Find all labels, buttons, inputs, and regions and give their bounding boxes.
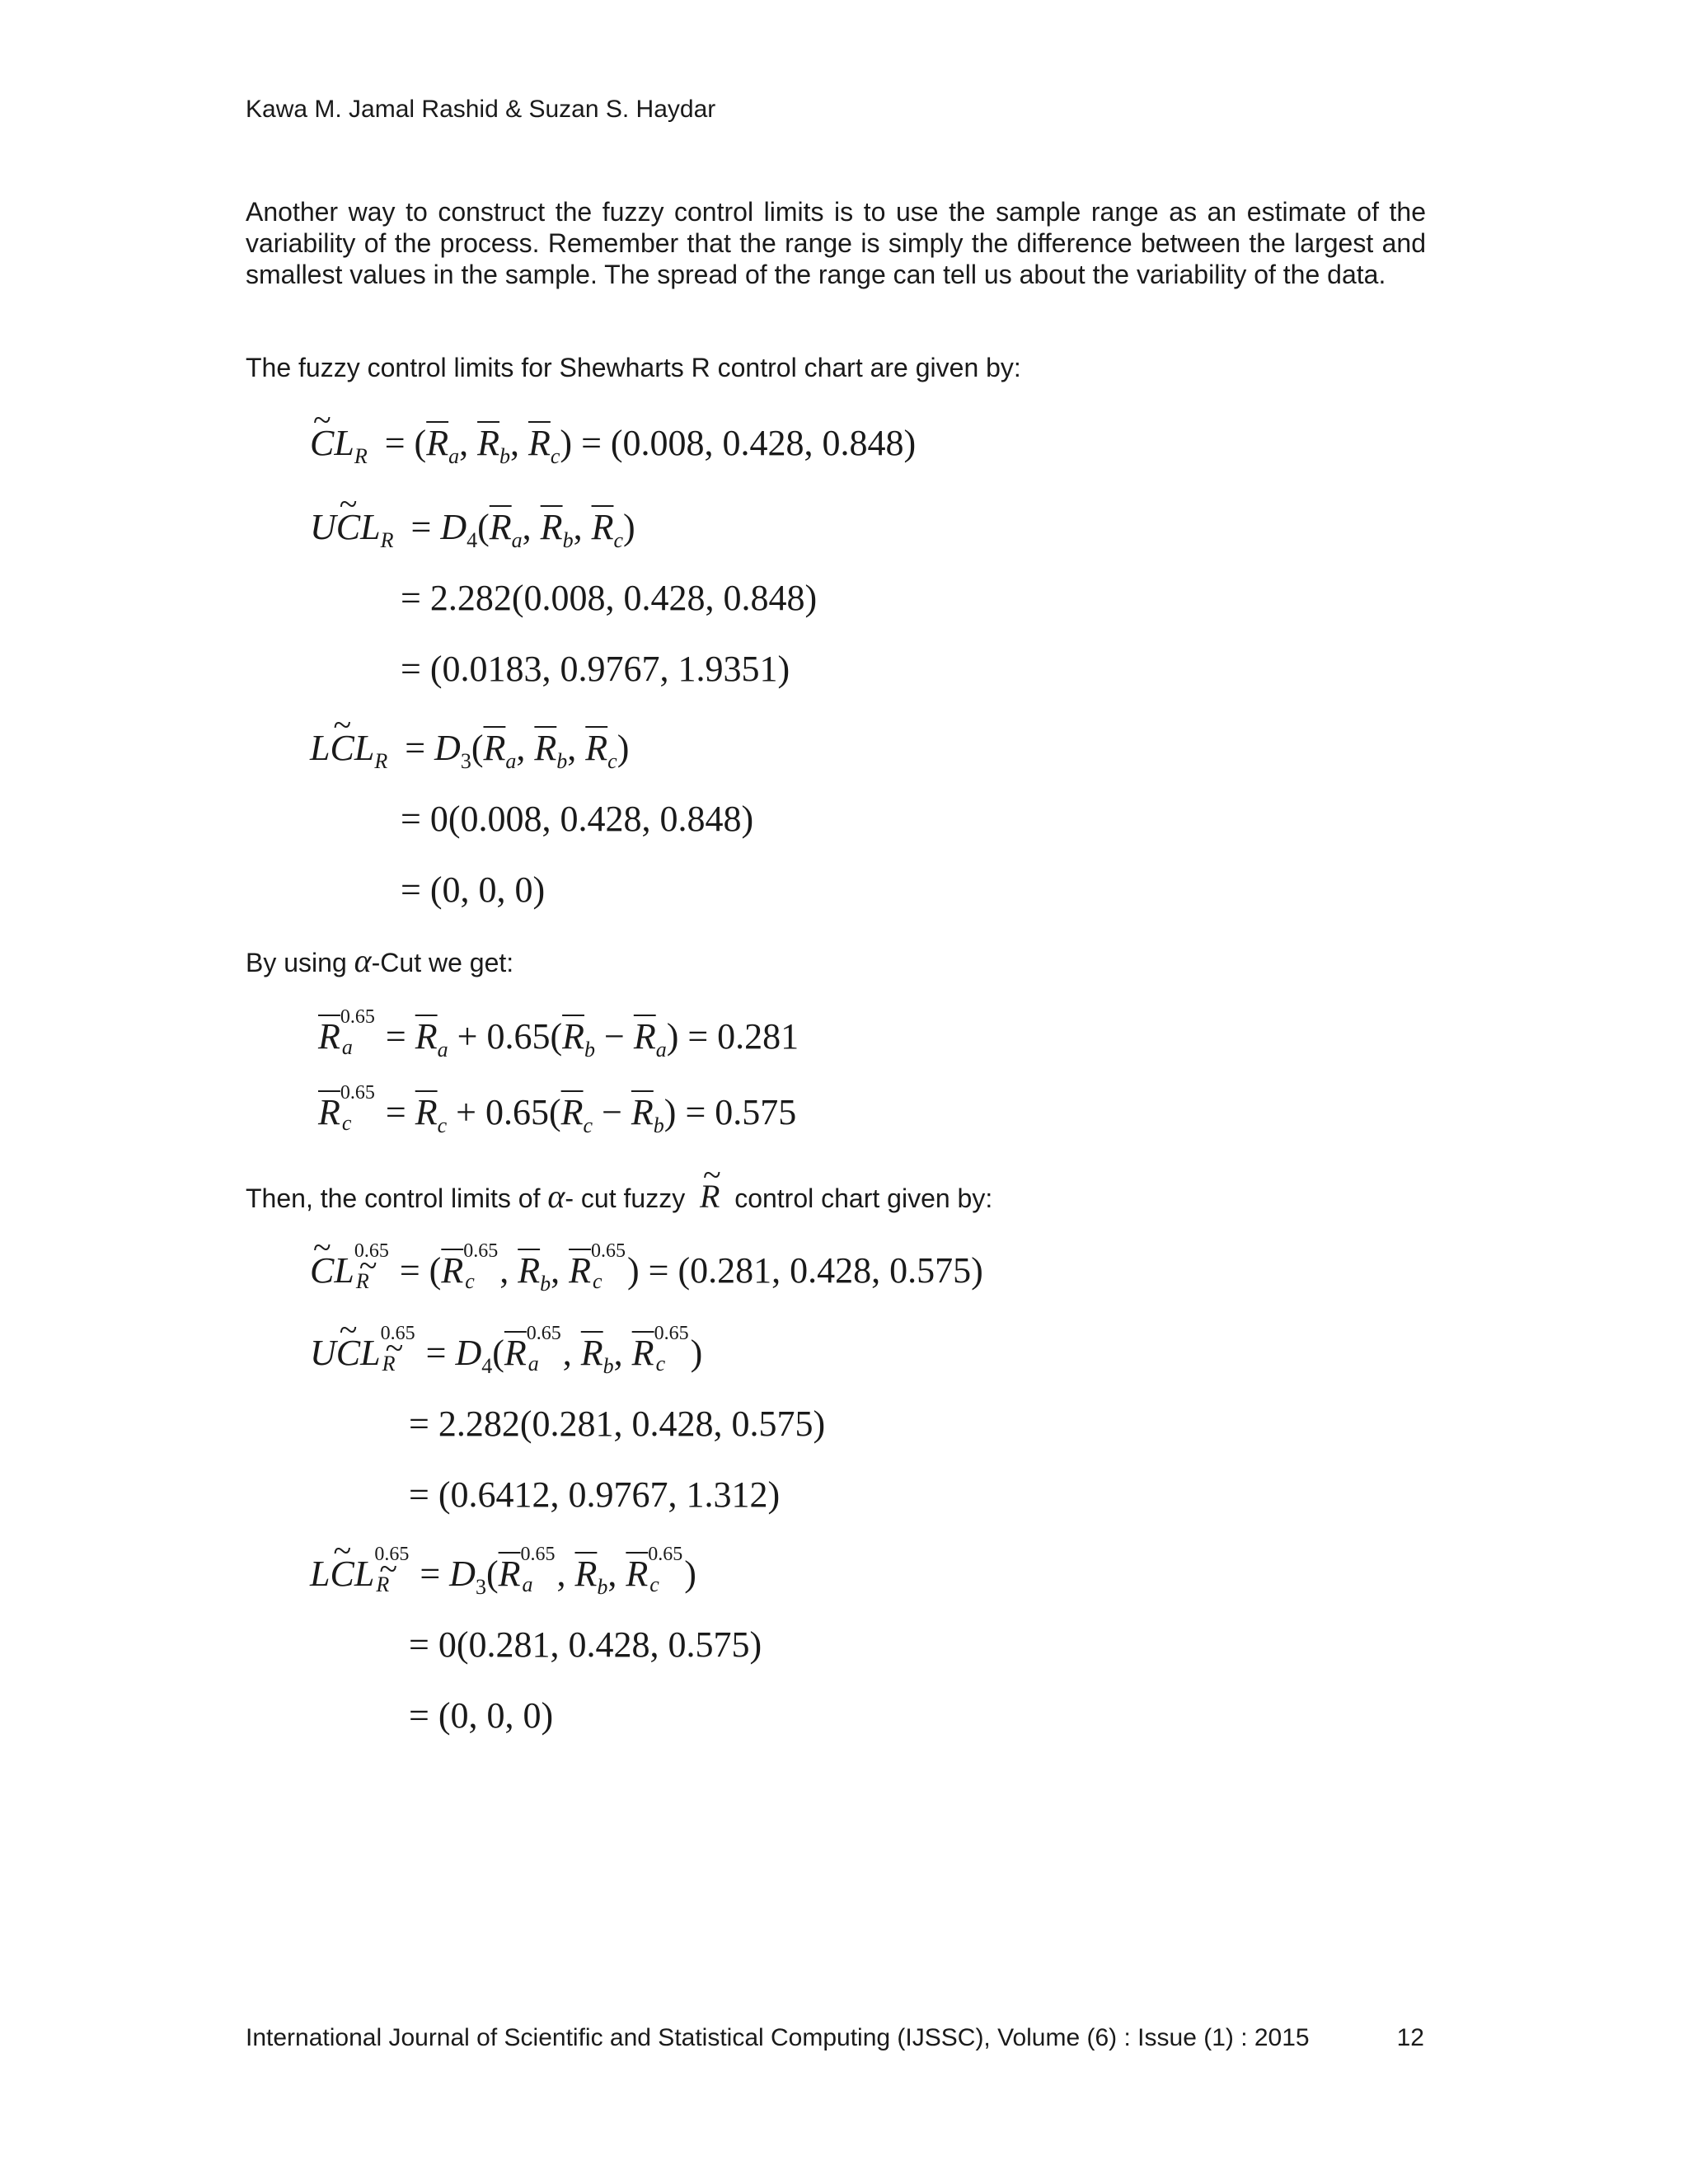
alpha-coefficient: 0.65 — [486, 1016, 551, 1057]
then-line — [246, 1177, 992, 1216]
equation-ra-alpha: $\overline{R}$ 0.65 a = $\overline{R}_a + 0.65(\overline{R}_b - \overline{R}_a) = 0.281$ — [318, 1006, 799, 1062]
ucl-line2-values: 2.282(0.008, 0.428, 0.848) — [429, 578, 818, 618]
cl-alpha-values: (0.281, 0.428, 0.575) — [678, 1250, 983, 1291]
alpha-level: 0.65 — [374, 1544, 410, 1565]
lcl-line2-values: 0(0.008, 0.428, 0.848) — [429, 799, 754, 839]
equation-cl-r: ~ $CL_R = (\overline{R}_a$, $\overline{R}_b$, $\overline{R}_c) = (0.008$, 0.428, 0.848) — [310, 425, 916, 467]
alpha-level: 0.65 — [340, 1006, 375, 1028]
ra-value: 0.281 — [717, 1016, 799, 1057]
equation-ucl-alpha: U~ CL 0.65 ~ R = $D_4(\overline{R}$ 0.65 a , $\overline{R}_b$, $\overline{R}$ 0.65 c ) — [310, 1335, 702, 1377]
alpha-cut-line — [246, 941, 513, 980]
equation-lcl-r-line2: = 0(0.008, 0.428, 0.848) — [401, 799, 754, 839]
equation-lcl-r: L~ $CL_R = D_3(\overline{R}_a$, $\overline{R}_b$, $\overline{R}_c$) — [310, 730, 629, 772]
equation-ucl-r: U~ $CL_R = D_4(\overline{R}_a$, $\overline{R}_b$, $\overline{R}_c$) — [310, 509, 635, 551]
equation-lcl-alpha-line3: = (0, 0, 0) — [409, 1695, 554, 1736]
equation-lcl-r-line3: = (0, 0, 0) — [401, 869, 546, 910]
alpha-level: 0.65 — [380, 1323, 415, 1344]
alpha-level: 0.65 — [463, 1240, 499, 1262]
then-suffix: control chart given by: — [734, 1183, 993, 1213]
alpha-level: 0.65 — [526, 1323, 561, 1344]
alpha-coefficient: 0.65 — [485, 1092, 549, 1132]
equation-lcl-alpha: L~ CL 0.65 ~ R = $D_3(\overline{R}$ 0.65 a , $\overline{R}_b$, $\overline{R}$ 0.65 c ) — [310, 1556, 696, 1598]
intro-paragraph: Another way to construct the fuzzy control limits is to use the sample range as an estimate of the variability of the process. Remember that the range is simply the difference between the largest and smallest values in the sample. The spread of the range can tell us about the variability of the data. — [246, 197, 1426, 289]
page-number: 12 — [1396, 2024, 1424, 2051]
lcl-line3-values: (0, 0, 0) — [429, 869, 546, 910]
limits-intro-text: The fuzzy control limits for Shewharts R control chart are given by: — [246, 353, 1021, 382]
alpha-level: 0.65 — [354, 1240, 389, 1262]
lcl-alpha-line2-values: 0(0.281, 0.428, 0.575) — [438, 1624, 762, 1665]
cl-values: (0.008, 0.428, 0.848) — [610, 423, 917, 463]
alpha-level: 0.65 — [520, 1544, 556, 1565]
rc-value: 0.575 — [715, 1092, 797, 1132]
ucl-line3-values: (0.0183, 0.9767, 1.9351) — [429, 649, 790, 689]
then-prefix: Then, the control limits of — [246, 1183, 541, 1213]
alpha-cut-prefix: By using — [246, 948, 347, 977]
footer-journal: International Journal of Scientific and Statistical Computing (IJSSC), Volume (6) : Issue (1) : 2015 — [246, 2024, 1310, 2051]
alpha-level: 0.65 — [340, 1082, 375, 1104]
equation-ucl-alpha-line2: = 2.282(0.281, 0.428, 0.575) — [409, 1404, 826, 1444]
lcl-alpha-line3-values: (0, 0, 0) — [438, 1695, 554, 1736]
ucl-alpha-line3-values: (0.6412, 0.9767, 1.312) — [438, 1474, 781, 1515]
alpha-level: 0.65 — [590, 1240, 626, 1262]
equation-rc-alpha: $\overline{R}$ 0.65 c = $\overline{R}_c + 0.65(\overline{R}_c - \overline{R}_b) = 0.575$ — [318, 1082, 797, 1137]
ucl-alpha-line2-values: 2.282(0.281, 0.428, 0.575) — [438, 1404, 826, 1444]
then-middle: - cut fuzzy — [565, 1183, 686, 1213]
alpha-symbol: α — [547, 1178, 565, 1215]
alpha-symbol: α — [354, 942, 372, 979]
alpha-level: 0.65 — [654, 1323, 689, 1344]
r-tilde-symbol: ~ R — [700, 1177, 720, 1216]
equation-ucl-r-line3: = (0.0183, 0.9767, 1.9351) — [401, 649, 790, 689]
alpha-level: 0.65 — [648, 1544, 683, 1565]
equation-ucl-r-line2: = 2.282(0.008, 0.428, 0.848) — [401, 578, 818, 618]
equation-lcl-alpha-line2: = 0(0.281, 0.428, 0.575) — [409, 1624, 762, 1665]
equation-cl-alpha: ~ CL 0.65 ~ R = ($\overline{R}$ 0.65 c , $\overline{R}_b$, $\overline{R}$ 0.65 c ) = (0.281, 0.428, 0.575) — [310, 1253, 983, 1295]
running-header: Kawa M. Jamal Rashid & Suzan S. Haydar — [246, 96, 716, 123]
alpha-cut-suffix: -Cut we get: — [371, 948, 514, 977]
equation-ucl-alpha-line3: = (0.6412, 0.9767, 1.312) — [409, 1474, 781, 1515]
